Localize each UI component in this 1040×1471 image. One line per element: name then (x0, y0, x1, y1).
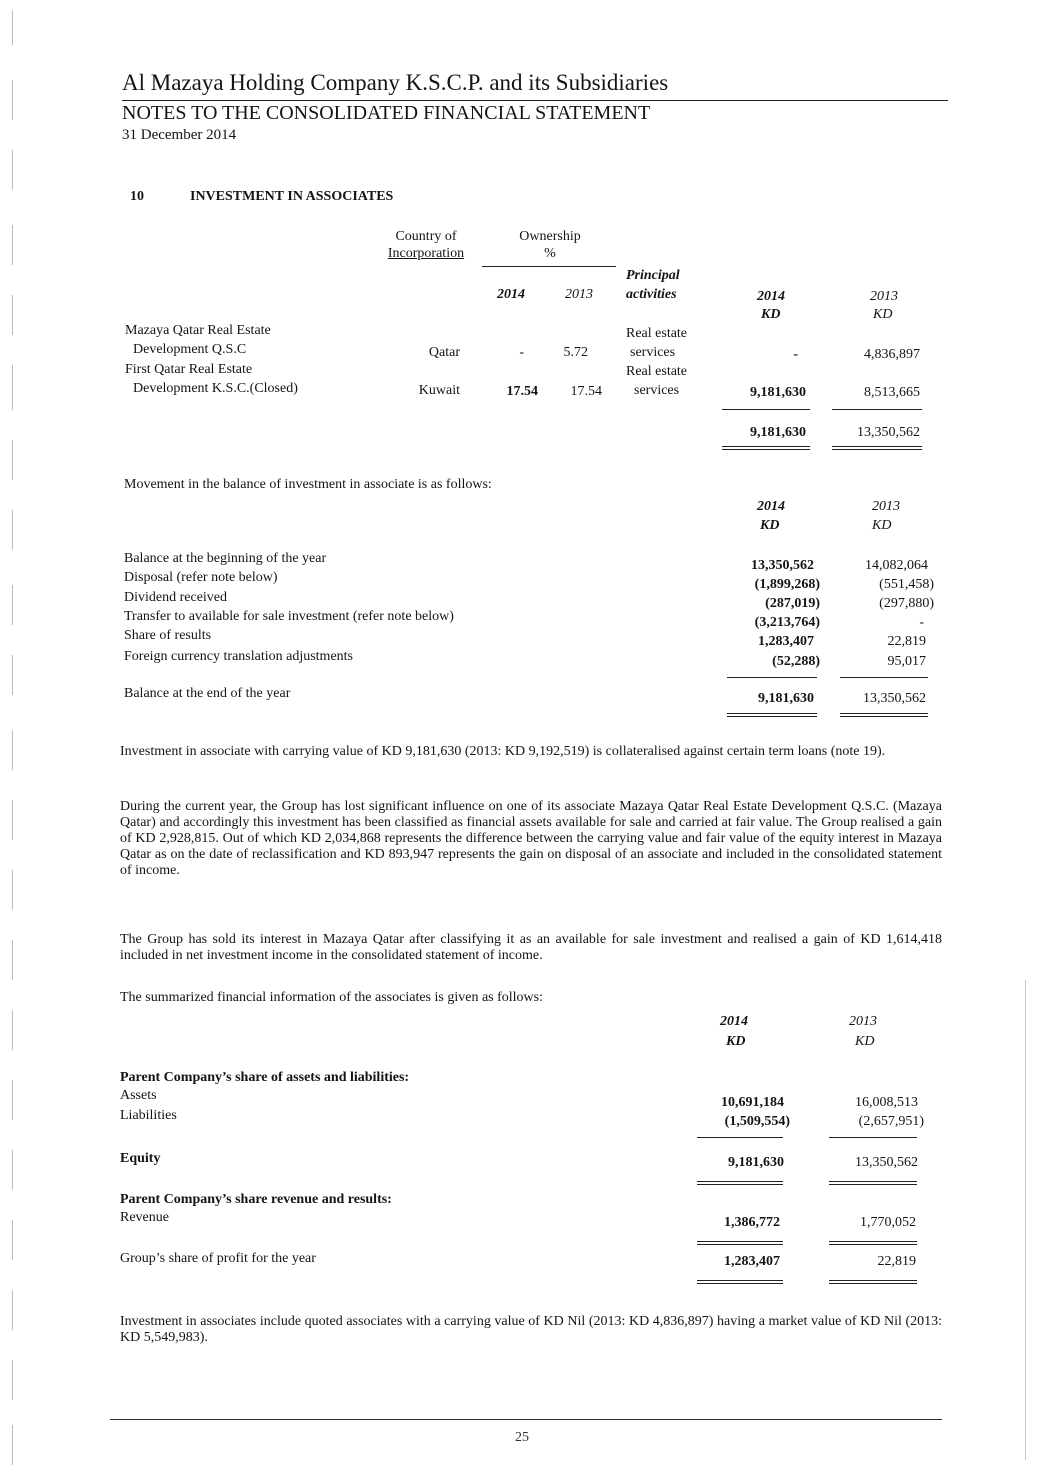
movement-value-2014: (52,288) (772, 654, 820, 669)
movement-value-2014: 1,283,407 (758, 634, 814, 649)
summary-2013-header: 2013 (849, 1014, 877, 1029)
equity-label: Equity (120, 1151, 161, 1166)
associate-value-2014: 9,181,630 (750, 385, 806, 400)
summary-2013-kd: KD (855, 1034, 875, 1049)
movement-label: Dividend received (124, 590, 228, 605)
associate-activity-line1: Real estate (626, 364, 688, 379)
ownership-header-rule (482, 266, 616, 267)
revenue-results-heading: Parent Company’s share revenue and results: (120, 1192, 392, 1207)
movement-subtotal-rule-2013 (840, 677, 928, 678)
associate-name-line1: First Qatar Real Estate (125, 362, 253, 377)
equity-rule-2014 (697, 1137, 783, 1138)
movement-2014-header: 2014 (757, 499, 785, 514)
movement-value-2014: 13,350,562 (751, 558, 814, 573)
profit-2013: 22,819 (877, 1254, 916, 1269)
associate-value-2013: 8,513,665 (864, 385, 920, 400)
profit-2014: 1,283,407 (724, 1254, 780, 1269)
associate-value-2014: - (793, 347, 798, 362)
header-rule (122, 100, 948, 101)
statement-date: 31 December 2014 (122, 127, 237, 143)
assets-2013: 16,008,513 (855, 1095, 918, 1110)
value-2013-kd: KD (873, 307, 893, 322)
movement-2014-kd: KD (760, 518, 780, 533)
movement-intro: Movement in the balance of investment in associate is as follows: (124, 477, 492, 492)
liabilities-label: Liabilities (120, 1108, 177, 1123)
movement-label: Balance at the beginning of the year (124, 551, 327, 566)
associate-country: Kuwait (418, 383, 460, 398)
country-header-line1: Country of (395, 229, 457, 244)
movement-value-2013: (297,880) (879, 596, 934, 611)
ownership-header-line1: Ownership (519, 229, 581, 244)
equity-double-rule-2014 (697, 1181, 783, 1185)
profit-label: Group’s share of profit for the year (120, 1251, 316, 1266)
movement-value-2013: (551,458) (879, 577, 934, 592)
associates-total-2013: 13,350,562 (857, 425, 920, 440)
principal-header-line1: Principal (626, 268, 680, 283)
equity-rule-2013 (829, 1137, 917, 1138)
revenue-2013: 1,770,052 (860, 1215, 916, 1230)
associate-own-2013: 5.72 (563, 345, 588, 360)
company-name: Al Mazaya Holding Company K.S.C.P. and its Subsidiaries (122, 70, 669, 95)
associate-country: Qatar (428, 345, 460, 360)
sale-of-interest-paragraph: The Group has sold its interest in Mazaya Qatar after classifying it as an available for sale investment and realised a gain of KD 1,614,418 included in net investment income in the consolidated statement of income. (120, 932, 942, 963)
movement-label: Transfer to available for sale investment (refer note below) (124, 609, 454, 624)
summary-2014-header: 2014 (720, 1014, 748, 1029)
associate-name-line1: Mazaya Qatar Real Estate (125, 323, 271, 338)
profit-double-rule-2013 (829, 1280, 917, 1284)
associate-value-2013: 4,836,897 (864, 347, 920, 362)
assets-2014: 10,691,184 (721, 1095, 784, 1110)
associates-total-2014: 9,181,630 (750, 425, 806, 440)
movement-label: Foreign currency translation adjustments (124, 649, 353, 664)
movement-value-2013: 22,819 (887, 634, 926, 649)
associate-own-2014: - (519, 345, 524, 360)
value-2013-header: 2013 (870, 289, 898, 304)
movement-value-2014: (1,899,268) (754, 577, 820, 592)
movement-subtotal-rule-2014 (727, 677, 817, 678)
total-double-rule-2013 (832, 446, 922, 450)
section-number: 10 (130, 189, 144, 204)
value-2014-header: 2014 (757, 289, 785, 304)
collateral-paragraph: Investment in associate with carrying value of KD 9,181,630 (2013: KD 9,192,519) is collateralised against certain term loans (note 19). (120, 744, 886, 759)
associate-name-line2: Development K.S.C.(Closed) (133, 381, 298, 396)
scan-right-edge (1025, 980, 1026, 1460)
subtotal-rule-2014 (722, 409, 810, 410)
footer-rule (110, 1419, 942, 1420)
total-double-rule-2014 (722, 446, 810, 450)
movement-2013-header: 2013 (872, 499, 900, 514)
value-2014-kd: KD (761, 307, 781, 322)
country-header-line2: Incorporation (387, 246, 465, 261)
equity-double-rule-2013 (829, 1181, 917, 1185)
ownership-header-line2: % (544, 246, 556, 261)
movement-2013-kd: KD (872, 518, 892, 533)
movement-value-2014: (3,213,764) (754, 615, 820, 630)
page-number: 25 (515, 1430, 529, 1445)
associate-own-2013: 17.54 (570, 384, 602, 399)
profit-double-rule-2014 (697, 1280, 783, 1284)
movement-double-rule-2014 (727, 713, 817, 717)
principal-header-line2: activities (626, 287, 677, 302)
ownership-2013-header: 2013 (565, 287, 593, 302)
assets-label: Assets (120, 1088, 157, 1103)
associate-activity-line1: Real estate (626, 326, 688, 341)
notes-title: NOTES TO THE CONSOLIDATED FINANCIAL STATEMENT (122, 102, 651, 124)
associate-activity-line2: services (630, 345, 676, 360)
equity-2014: 9,181,630 (728, 1155, 784, 1170)
quoted-associates-paragraph: Investment in associates include quoted associates with a carrying value of KD Nil (2013: KD 4,836,897) having a market value of KD Nil (2013: KD 5,549,983). (120, 1314, 942, 1345)
movement-end-2013: 13,350,562 (863, 691, 926, 706)
ownership-2014-header: 2014 (497, 287, 525, 302)
associate-own-2014: 17.54 (506, 384, 538, 399)
section-title: INVESTMENT IN ASSOCIATES (190, 189, 394, 204)
associate-activity-line2: services (634, 383, 680, 398)
movement-end-label: Balance at the end of the year (124, 686, 291, 701)
revenue-double-rule-2013 (829, 1241, 917, 1245)
associate-name-line2: Development Q.S.C (133, 342, 247, 357)
subtotal-rule-2013 (832, 409, 922, 410)
liabilities-2013: (2,657,951) (858, 1114, 924, 1129)
equity-2013: 13,350,562 (855, 1155, 918, 1170)
movement-label: Disposal (refer note below) (124, 570, 278, 585)
revenue-2014: 1,386,772 (724, 1215, 780, 1230)
assets-liabilities-heading: Parent Company’s share of assets and liabilities: (120, 1070, 410, 1085)
summary-2014-kd: KD (726, 1034, 746, 1049)
loss-of-influence-paragraph: During the current year, the Group has lost significant influence on one of its associate Mazaya Qatar Real Estate Development Q.S.C. (Mazaya Qatar) and accordingly this investment has been classified as financial assets available for sale and carried at fair value. The Group realised a gain of KD 2,928,815. Out of which KD 2,034,868 represents the difference between the carrying value and fair value of the equity interest in Mazaya Qatar as on the date of reclassification and KD 893,947 represents the gain on disposal of an associate and included in the consolidated statement of income. (120, 799, 942, 878)
movement-value-2013: - (919, 615, 924, 630)
movement-end-2014: 9,181,630 (758, 691, 814, 706)
scan-margin-marks (8, 0, 38, 1471)
summary-intro: The summarized financial information of the associates is given as follows: (120, 990, 543, 1005)
movement-double-rule-2013 (840, 713, 928, 717)
movement-value-2013: 14,082,064 (865, 558, 928, 573)
revenue-double-rule-2014 (697, 1241, 783, 1245)
movement-value-2014: (287,019) (765, 596, 820, 611)
movement-label: Share of results (124, 628, 212, 643)
movement-value-2013: 95,017 (887, 654, 926, 669)
revenue-label: Revenue (120, 1210, 169, 1225)
liabilities-2014: (1,509,554) (724, 1114, 790, 1129)
